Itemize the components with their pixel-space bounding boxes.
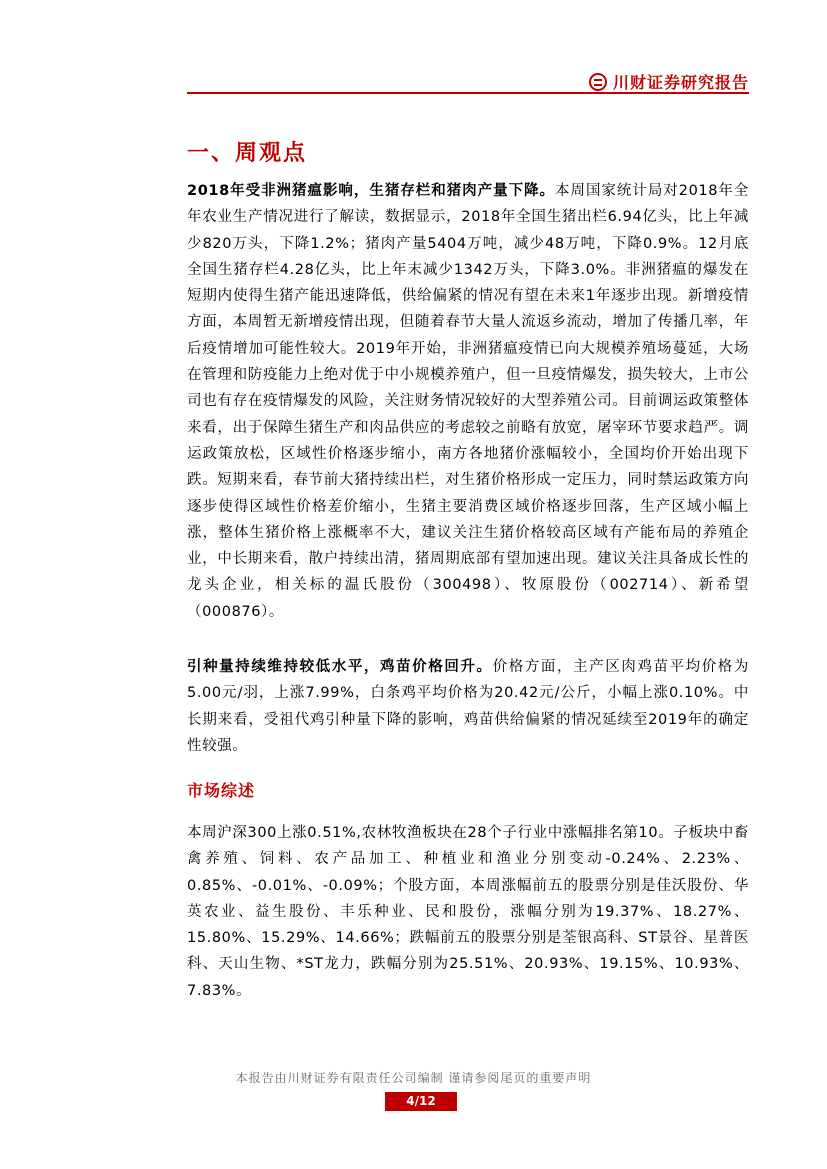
market-review-heading: 市场综述: [187, 781, 256, 800]
header-divider: [187, 92, 749, 94]
paragraph-body: 价格方面，主产区肉鸡苗平均价格为5.00元/羽，上涨7.99%，白条鸡平均价格为20.42元/公斤，小幅上涨0.10%。中长期来看，受祖代鸡引种量下降的影响，鸡苗供给偏紧的情况延续至2019年的确定性较强。: [187, 659, 749, 754]
logo-icon: [589, 73, 607, 91]
paragraph-hog-outlook: [187, 178, 749, 625]
paragraph-lead: 引种量持续维持较低水平，鸡苗价格回升。: [187, 659, 493, 675]
footer-disclaimer: 本报告由川财证券有限责任公司编制 谨请参阅尾页的重要声明: [235, 1071, 592, 1085]
paragraph-lead: 2018年受非洲猪瘟影响，生猪存栏和猪肉产量下降。: [187, 183, 555, 199]
header-brand: [589, 70, 749, 93]
market-review-paragraph: 本周沪深300上涨0.51%,农林牧渔板块在28个子行业中涨幅排名第10。子板块中畜禽养殖、饲料、农产品加工、种植业和渔业分别变动-0.24%、2.23%、0.85%、-0.01%、-0.09%；个股方面，本周涨幅前五的股票分别是佳沃股份、华英农业、益生股份、丰乐种业、民和股份，涨幅分别为19.37%、18.27%、15.80%、15.29%、14.66%；跌幅前五的股票分别是荃银高科、ST景谷、星普医科、天山生物、*ST龙力，跌幅分别为25.51%、20.93%、19.15%、10.93%、7.83%。: [187, 825, 749, 999]
page-number: 4/12: [385, 1092, 457, 1111]
paragraph-poultry-outlook: [187, 654, 749, 759]
paragraph-body: 本周国家统计局对2018年全年农业生产情况进行了解读，数据显示，2018年全国生猪出栏6.94亿头，比上年减少820万头，下降1.2%；猪肉产量5404万吨，减少48万吨，下降0.9%。12月底全国生猪存栏4.28亿头，比上年末减少1342万头，下降3.0%。非洲猪瘟的爆发在短期内使得生猪产能迅速降低，供给偏紧的情况有望在未来1年逐步出现。新增疫情方面，本周暂无新增疫情出现，但随着春节大量人流返乡流动，增加了传播几率，年后疫情增加可能性较大。2019年开始，非洲猪瘟疫情已向大规模养殖场蔓延，大场在管理和防疫能力上绝对优于中小规模养殖户，但一旦疫情爆发，损失较大，上市公司也有存在疫情爆发的风险，关注财务情况较好的大型养殖公司。目前调运政策整体来看，出于保障生猪生产和肉品供应的考虑较之前略有放宽，屠宰环节要求趋严。调运政策放松，区域性价格逐步缩小，南方各地猪价涨幅较小，全国均价开始出现下跌。短期来看，春节前大猪持续出栏，对生猪价格形成一定压力，同时禁运政策方向逐步使得区域性价格差价缩小，生猪主要消费区域价格逐步回落，生产区域小幅上涨，整体生猪价格上涨概率不大，建议关注生猪价格较高区域有产能布局的养殖企业，中长期来看，散户持续出清，猪周期底部有望加速出现。建议关注具备成长性的龙头企业，相关标的温氏股份（300498）、牧原股份（002714）、新希望（000876）。: [187, 183, 749, 620]
brand-name: 川财证券研究报告: [612, 73, 749, 92]
section-title: 一、周观点: [187, 141, 308, 166]
